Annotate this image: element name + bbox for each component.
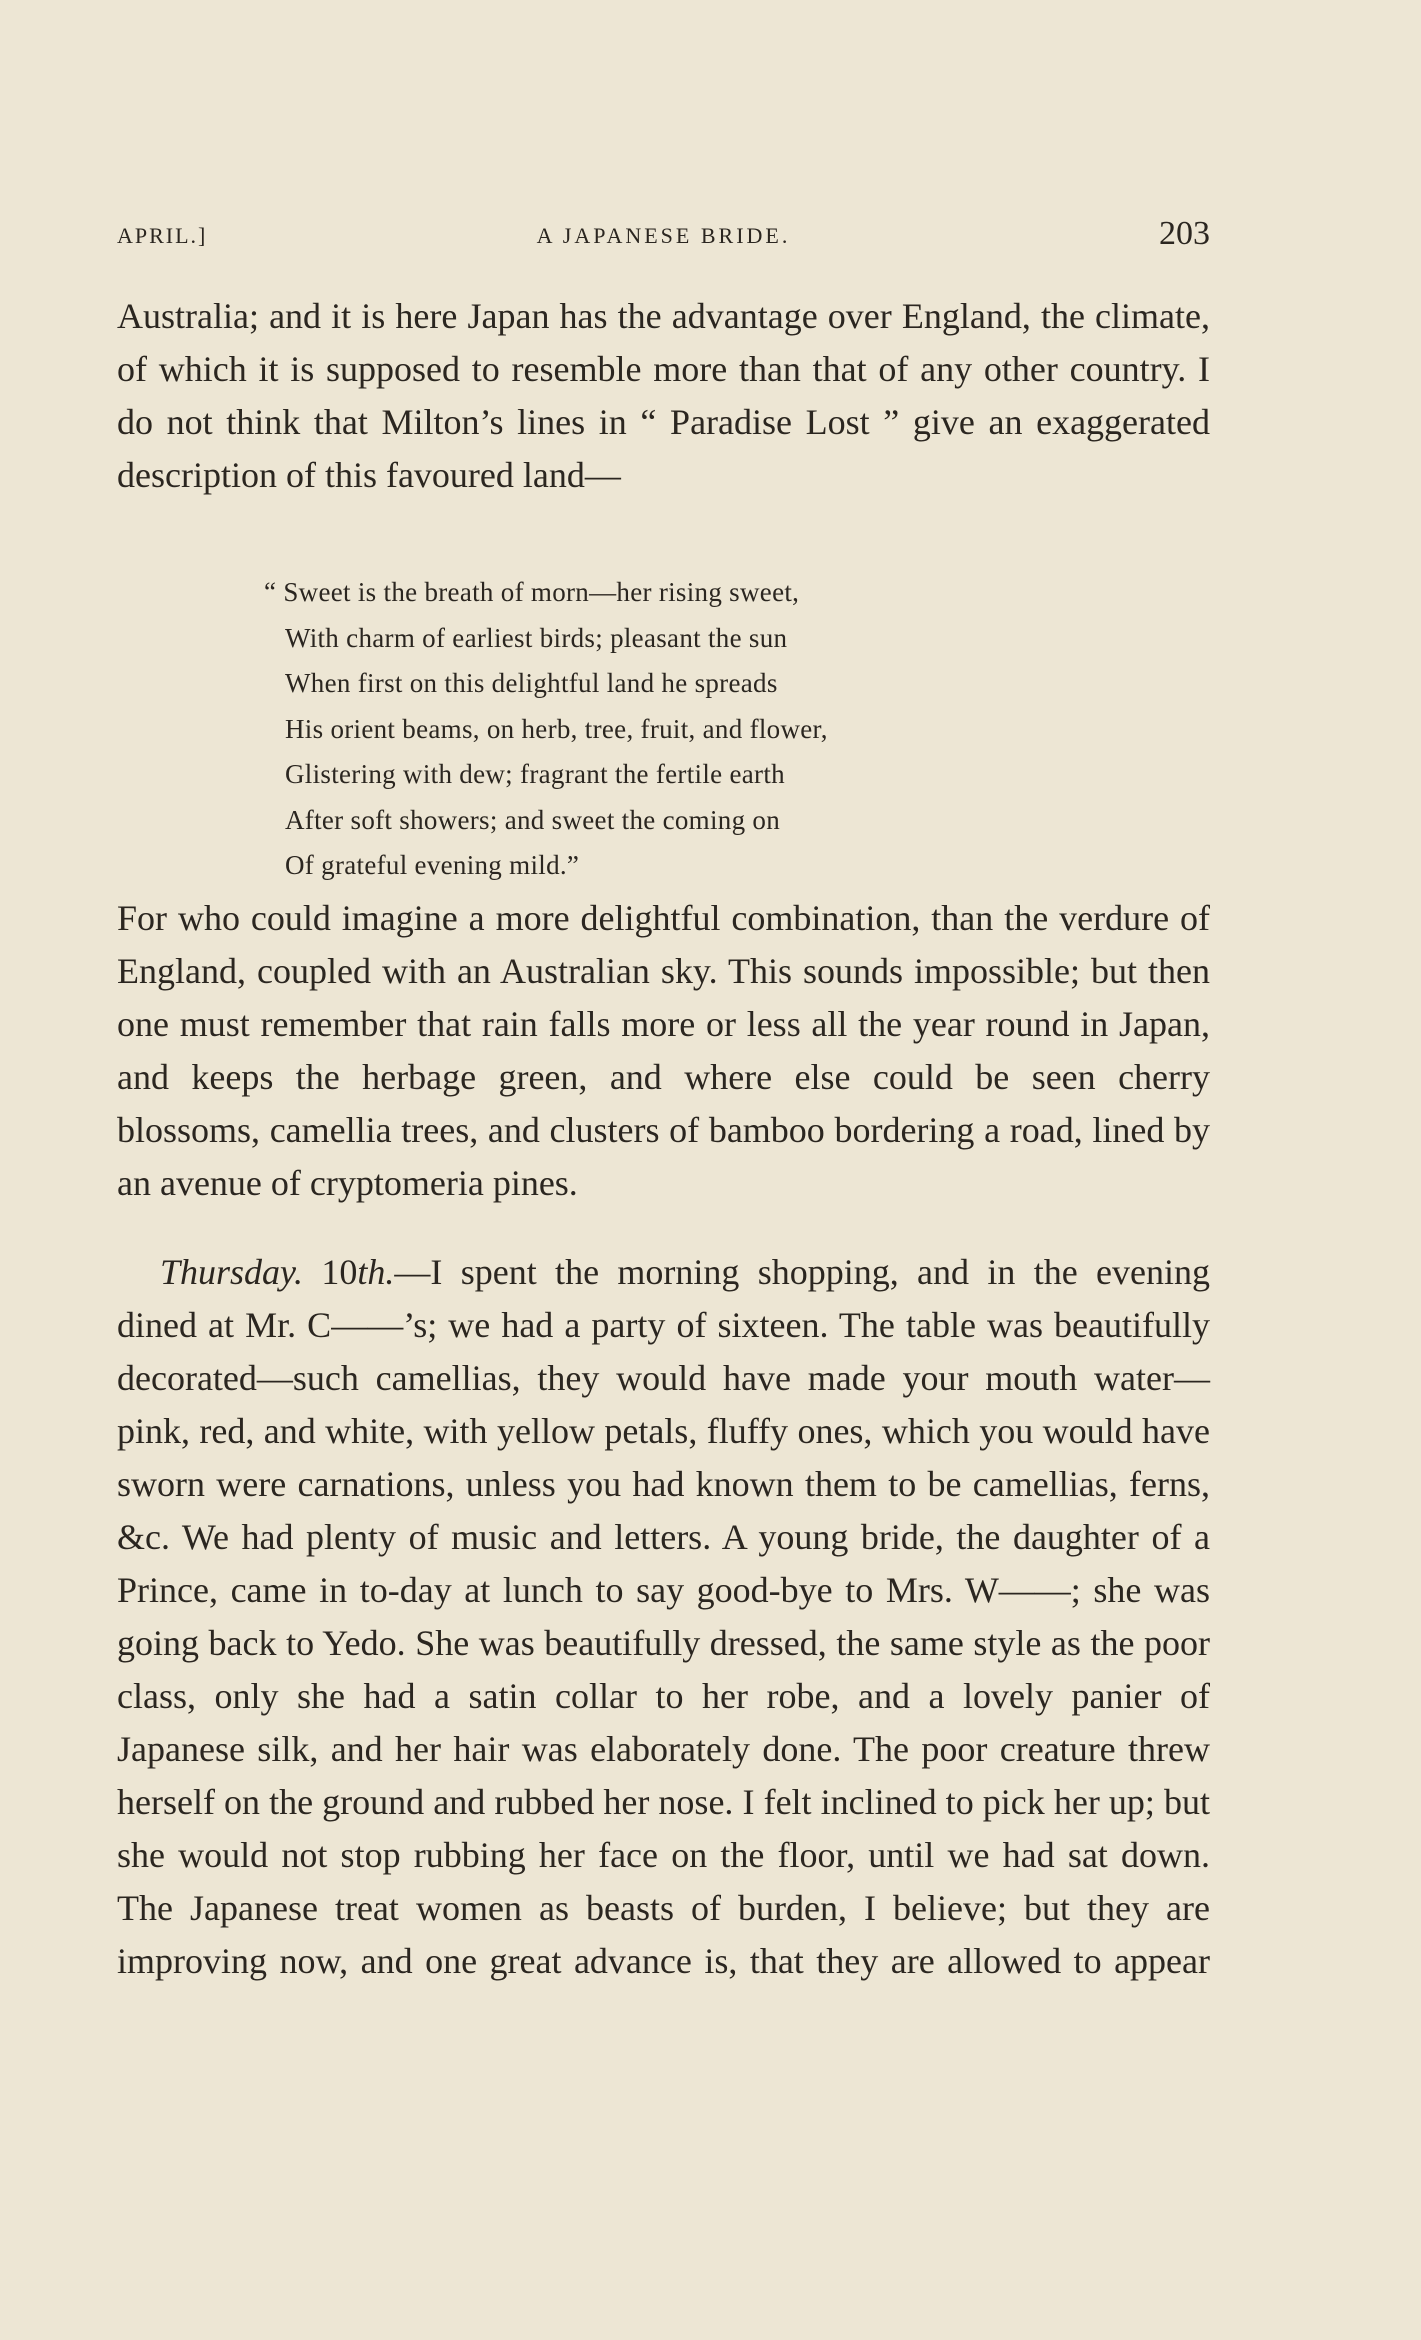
diary-date-day: Thursday. — [160, 1252, 304, 1292]
diary-date-suffix: th. — [357, 1252, 395, 1292]
diary-date-number: 10 — [321, 1252, 358, 1292]
verse-line: Glistering with dew; fragrant the fertile earth — [285, 759, 785, 789]
diary-entry-text: —I spent the morning shopping, and in the evening dined at Mr. C——’s; we had a party of sixteen. The table was beautifully decorated—such camellias, they would have made your mouth water—pink, red, and white, with yellow petals, fluffy ones, which you would have sworn were carnations, unless you had known them to be camellias, ferns, &c. We had plenty of music and letters. A young bride, the daughter of a Prince, came in to-day at lunch to say good-bye to Mrs. W——; she was going back to Yedo. She was beautifully dressed, the same style as the poor class, only she had a satin collar to her robe, and a lovely panier of Japanese silk, and her hair was elaborately done. The poor creature threw herself on the ground and rubbed her nose. I felt inclined to pick her up; but she would not stop rubbing her face on the floor, until we had sat down. The Japanese treat women as beasts of burden, I believe; but they are improving now, and one great advance is, that they are allowed to appear — [117, 1252, 1210, 1981]
verse-line: When first on this delightful land he spreads — [285, 668, 778, 698]
page-number: 203 — [1159, 215, 1210, 252]
verse-line: His orient beams, on herb, tree, fruit, and flower, — [285, 713, 828, 744]
running-head-month: APRIL.] — [117, 223, 208, 248]
paragraph-diary-entry — [117, 1246, 1210, 1988]
running-head-title: A JAPANESE BRIDE. — [536, 223, 791, 248]
verse-line: With charm of earliest birds; pleasant the sun — [285, 622, 788, 653]
running-head — [117, 215, 1210, 255]
paragraph-text: Australia; and it is here Japan has the advantage over England, the climate, of which it is supposed to resemble more than that of any other country. I do not think that Milton’s lines in “ Paradise Lost ” give an exaggerated description of this favoured land— — [117, 296, 1210, 495]
paragraph-text: For who could imagine a more delightful combination, than the verdure of England, coupled with an Australian sky. This sounds impossible; but then one must remember that rain falls more or less all the year round in Japan, and keeps the herbage green, and where else could be seen cherry blossoms, camellia trees, and clusters of bamboo bordering a road, lined by an avenue of cryptomeria pines. — [117, 898, 1210, 1203]
verse-line: Of grateful evening mild.” — [285, 850, 580, 880]
paragraph-combination — [117, 892, 1210, 1210]
verse-line: After soft showers; and sweet the coming on — [285, 804, 781, 835]
verse-line: “ Sweet is the breath of morn—her rising sweet, — [264, 577, 800, 607]
paragraph-opening — [117, 290, 1210, 502]
milton-quotation — [264, 570, 1045, 889]
paragraph-text — [117, 1246, 1210, 1988]
